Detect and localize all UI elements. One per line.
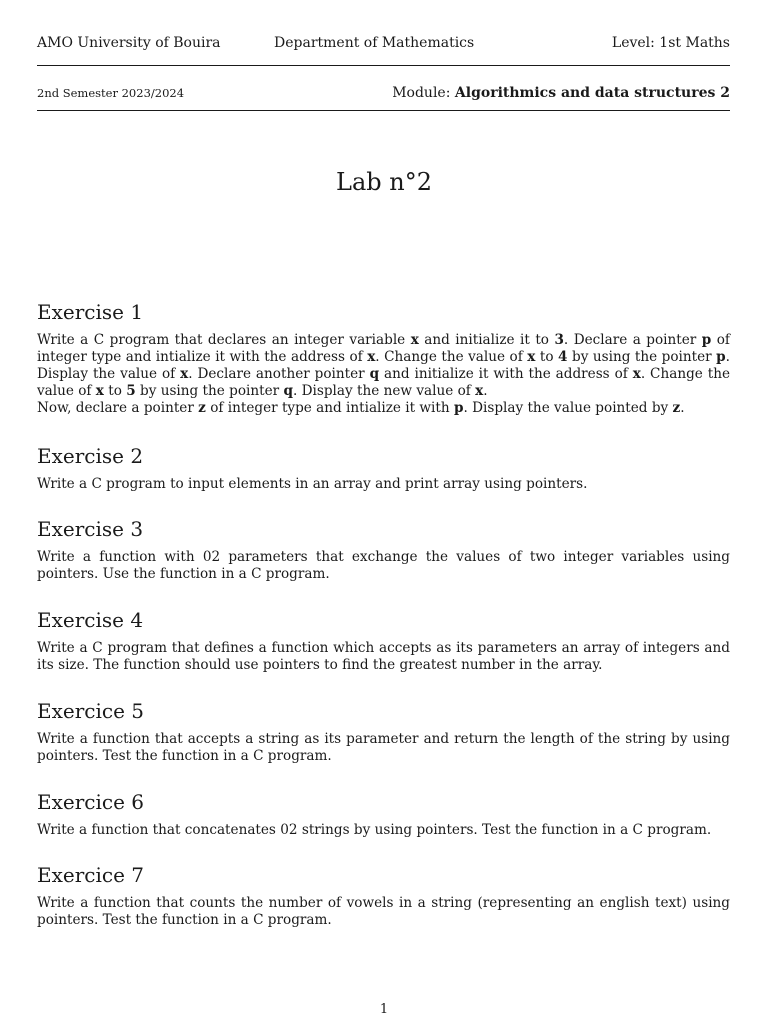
header-rule-top — [37, 65, 730, 66]
bold-term: p — [701, 332, 712, 348]
text-run: and initialize it with the address of — [379, 366, 633, 382]
bold-term: q — [283, 383, 293, 399]
exercise-5 — [37, 699, 730, 765]
module-label — [392, 85, 730, 101]
bold-term: z — [672, 400, 681, 416]
header-bottom-row — [37, 85, 730, 101]
bold-term: x — [475, 383, 484, 399]
bold-term: x — [95, 383, 104, 399]
header-top-row — [37, 35, 730, 51]
exercise-6 — [37, 790, 730, 839]
department-name: Department of Mathematics — [274, 35, 475, 51]
exercise-1 — [37, 300, 730, 417]
bold-term: 4 — [558, 349, 568, 365]
text-run: . — [483, 383, 488, 399]
text-run: . Declare a pointer — [563, 332, 702, 348]
exercise-heading: Exercise 4 — [37, 608, 144, 632]
text-run: . Display the value pointed by — [463, 400, 673, 416]
bold-term: 5 — [126, 383, 136, 399]
text-run: . Display the new value of — [292, 383, 476, 399]
text-run: Now, declare a pointer — [37, 400, 199, 416]
text-run: Write a C program that defines a function which accepts as its parameters an array of integers and its size. The function should use pointers to find the greatest number in the array. — [37, 640, 730, 673]
page-number: 1 — [379, 1002, 389, 1017]
text-run: Write a C program that declares an integer variable — [37, 332, 411, 348]
module-name: Algorithmics and data structures 2 — [454, 85, 730, 101]
text-run: . Declare another pointer — [188, 366, 370, 382]
semester-label: 2nd Semester 2023/2024 — [37, 86, 185, 100]
bold-term: 3 — [554, 332, 564, 348]
text-run: of integer type and intialize it with the address of — [37, 332, 730, 365]
exercise-text — [37, 895, 730, 929]
bold-term: x — [632, 366, 641, 382]
exercise-text — [37, 476, 730, 493]
exercise-2 — [37, 444, 730, 493]
text-run: to — [103, 383, 127, 399]
module-prefix: Module: — [392, 85, 451, 101]
exercise-heading: Exercice 7 — [37, 863, 144, 887]
text-run: and initialize it to — [418, 332, 555, 348]
text-run: . Change the value of — [375, 349, 528, 365]
exercise-heading: Exercice 6 — [37, 790, 144, 814]
text-run: Write a function that concatenates 02 strings by using pointers. Test the function in a C program. — [37, 822, 712, 838]
exercise-heading: Exercise 2 — [37, 444, 144, 468]
bold-term: x — [367, 349, 376, 365]
text-run: by using the pointer — [567, 349, 717, 365]
page-title: Lab n°2 — [336, 168, 432, 196]
level-label: Level: 1st Maths — [611, 35, 730, 51]
text-run: Write a C program to input elements in an array and print array using pointers. — [37, 476, 588, 492]
exercise-text — [37, 822, 730, 839]
exercise-text — [37, 640, 730, 674]
exercise-text — [37, 332, 730, 417]
exercise-text — [37, 549, 730, 583]
text-run: Write a function that counts the number of vowels in a string (representing an english text) using pointers. Test the function in a C program. — [37, 895, 730, 928]
bold-term: q — [369, 366, 380, 382]
bold-term: p — [453, 400, 464, 416]
bold-term: p — [716, 349, 726, 365]
exercise-4 — [37, 608, 730, 674]
text-run: . Display the value of — [37, 349, 730, 382]
exercise-3 — [37, 517, 730, 583]
bold-term: x — [527, 349, 536, 365]
text-run: by using the pointer — [135, 383, 284, 399]
text-run: . Change the value of — [37, 366, 730, 399]
exercise-7 — [37, 863, 730, 929]
text-run: of integer type and intialize it with — [205, 400, 454, 416]
bold-term: z — [198, 400, 206, 416]
exercise-heading: Exercise 1 — [37, 300, 144, 324]
text-run: to — [535, 349, 559, 365]
university-name: AMO University of Bouira — [37, 35, 221, 51]
header-rule-bottom — [37, 110, 730, 111]
exercise-heading: Exercise 3 — [37, 517, 144, 541]
bold-term: x — [410, 332, 419, 348]
exercise-text — [37, 731, 730, 765]
text-run: Write a function with 02 parameters that exchange the values of two integer variables using pointers. Use the function in a C program. — [37, 549, 730, 582]
bold-term: x — [180, 366, 189, 382]
text-run: Write a function that accepts a string as its parameter and return the length of the string by using pointers. Test the function in a C program. — [37, 731, 730, 764]
exercise-heading: Exercice 5 — [37, 699, 144, 723]
text-run: . — [680, 400, 685, 416]
